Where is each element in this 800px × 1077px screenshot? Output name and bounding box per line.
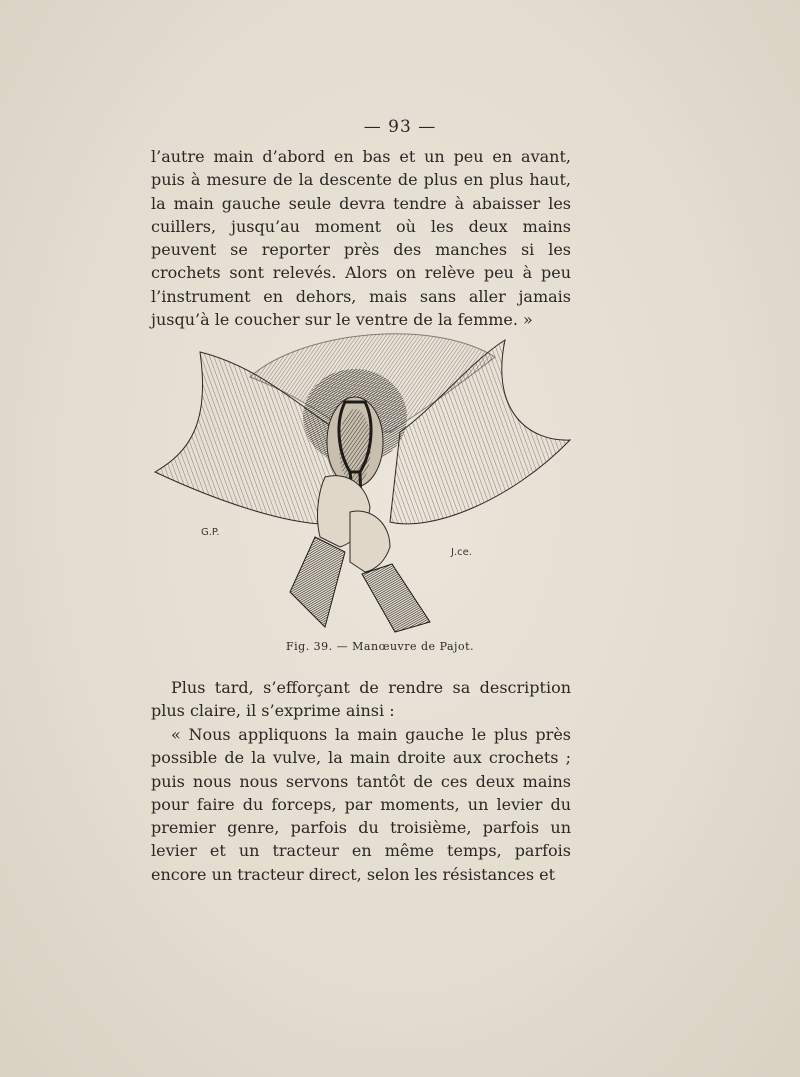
paragraph-2: Plus tard, s’efforçant de rendre sa description plus claire, il s’exprime ainsi : xyxy=(151,678,571,721)
paragraph-1: l’autre main d’abord en bas et un peu en avant, puis à mesure de la descente de plus en plus haut, la main gauche seule devra tendre à abaisser les cuillers, jusqu’au moment où les deux mains peuvent se reporter près des manches si les crochets sont relevés. Alors on relève peu à peu l’instrument en dehors, mais sans aller jamais jusqu’à le coucher sur le ventre de la femme. » xyxy=(151,147,571,330)
paragraph-3: « Nous appliquons la main gauche le plus près possible de la vulve, la main droite aux crochets ; puis nous nous servons tantôt de ces deux mains pour faire du forceps, par moments, un levier du premier genre, parfois du troisième, parfois un levier et un tracteur en même temps, parfois encore un tracteur direct, selon les résistances et xyxy=(151,725,571,884)
engraver-signature-right: J.ce. xyxy=(451,547,472,558)
page-number: — 93 — xyxy=(363,117,437,137)
engraver-signature-left: G.P. xyxy=(201,527,220,538)
engraving-figure xyxy=(150,322,575,640)
figure-caption: Fig. 39. — Manœuvre de Pajot. xyxy=(286,640,474,653)
engraving-illustration xyxy=(150,322,575,640)
